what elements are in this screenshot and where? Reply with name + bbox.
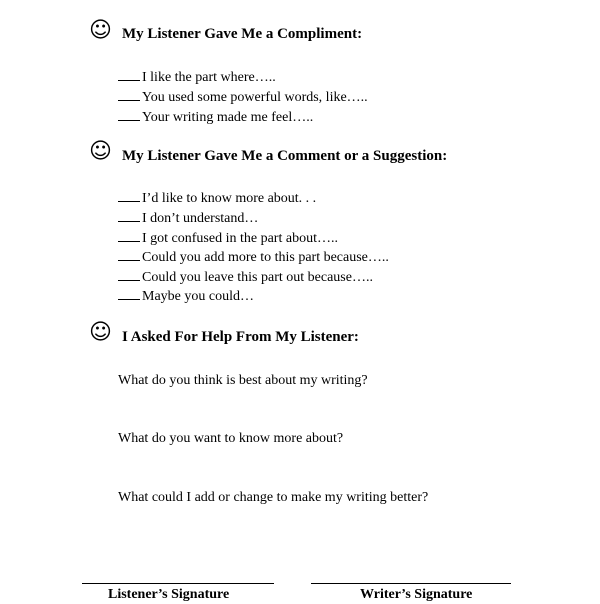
smiley-icon: ☺ — [89, 139, 112, 164]
list-item — [118, 69, 276, 87]
list-item-text: I like the part where….. — [142, 70, 276, 85]
smiley-icon: ☺ — [89, 18, 112, 43]
list-item-text: I don’t understand… — [142, 211, 259, 226]
blank-line — [118, 260, 140, 261]
listener-signature-line — [82, 583, 274, 584]
list-item — [118, 288, 254, 306]
list-item-text: Could you leave this part out because….. — [142, 270, 373, 285]
list-item-text: You used some powerful words, like….. — [142, 90, 368, 105]
list-item — [118, 269, 373, 287]
blank-line — [118, 80, 140, 81]
blank-line — [118, 120, 140, 121]
blank-line — [118, 201, 140, 202]
writer-signature-label: Writer’s Signature — [360, 587, 473, 602]
list-item — [118, 249, 389, 267]
list-item — [118, 210, 258, 228]
suggestion-heading: My Listener Gave Me a Comment or a Suggestion: — [122, 148, 448, 164]
blank-line — [118, 280, 140, 281]
blank-line — [118, 241, 140, 242]
compliment-heading: My Listener Gave Me a Compliment: — [122, 26, 363, 42]
list-item — [118, 190, 316, 208]
list-item-text: Maybe you could… — [142, 289, 254, 304]
help-heading: I Asked For Help From My Listener: — [122, 329, 359, 345]
list-item — [118, 230, 338, 248]
question-best: What do you think is best about my writing? — [118, 373, 368, 388]
question-know-more: What do you want to know more about? — [118, 431, 344, 446]
list-item-text: Could you add more to this part because….. — [142, 250, 389, 265]
list-item — [118, 89, 368, 107]
writer-signature-line — [311, 583, 511, 584]
smiley-icon: ☺ — [89, 320, 112, 345]
list-item-text: Your writing made me feel….. — [142, 110, 314, 125]
question-add-change: What could I add or change to make my writing better? — [118, 490, 429, 505]
list-item — [118, 109, 313, 127]
list-item-text: I got confused in the part about….. — [142, 231, 338, 246]
list-item-text: I’d like to know more about. . . — [142, 191, 317, 206]
listener-signature-label: Listener’s Signature — [108, 587, 230, 602]
blank-line — [118, 221, 140, 222]
blank-line — [118, 299, 140, 300]
blank-line — [118, 100, 140, 101]
